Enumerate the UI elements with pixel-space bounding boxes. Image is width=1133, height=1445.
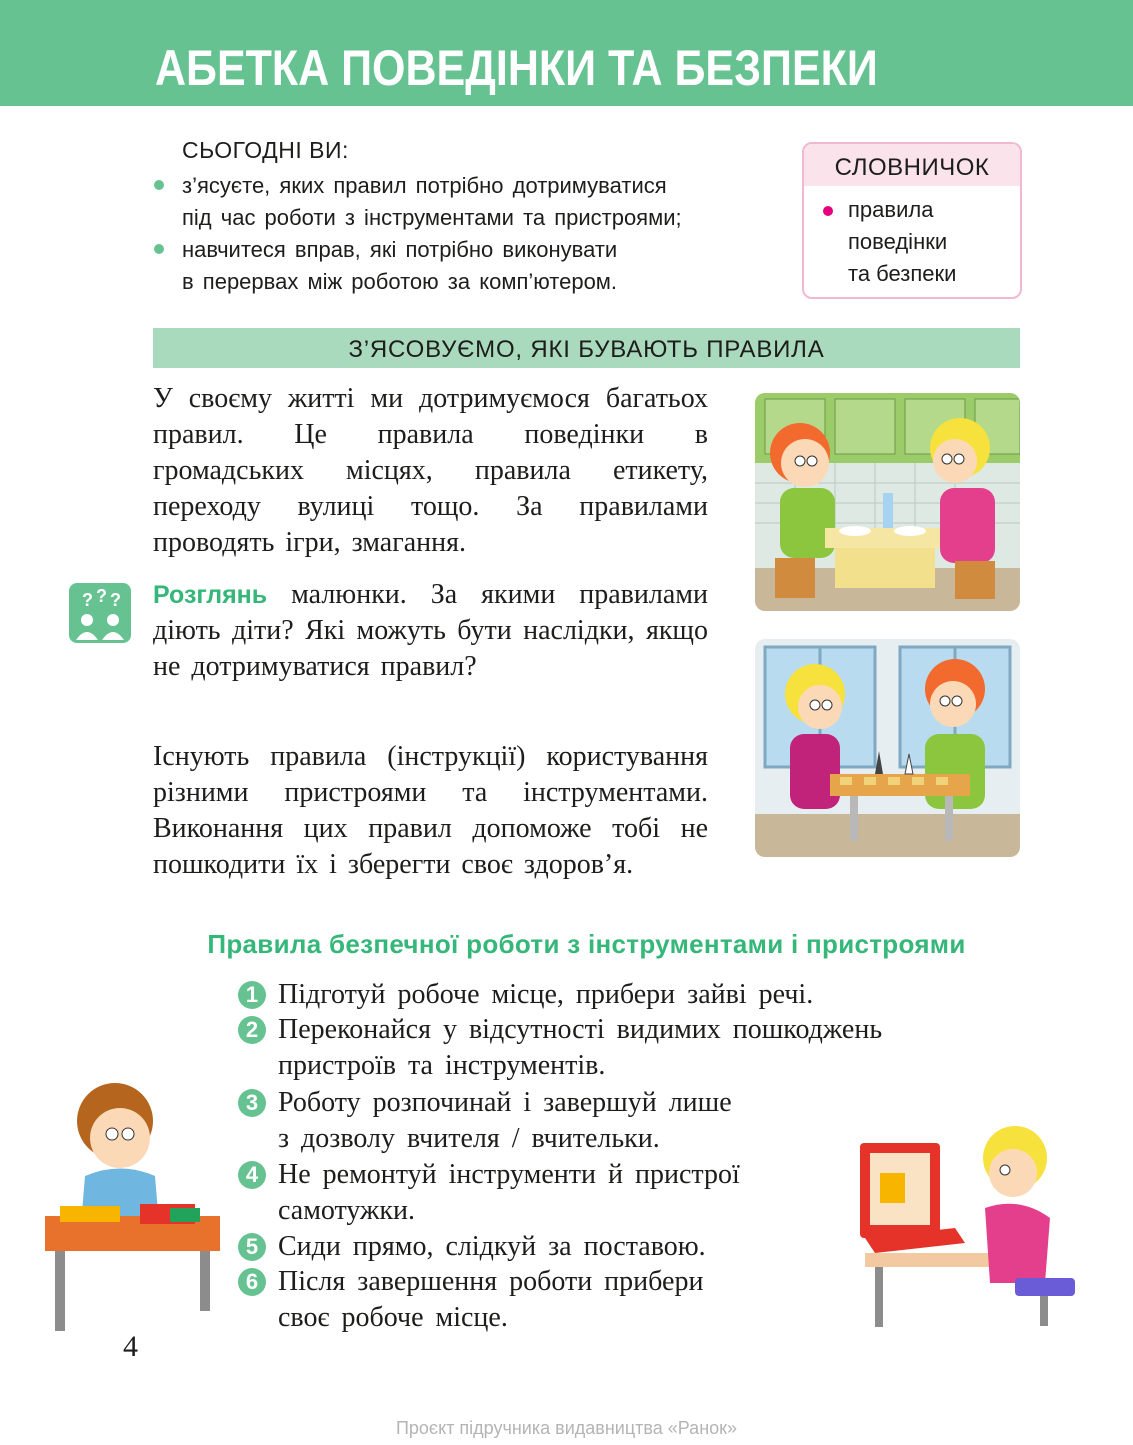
footer-note: Проєкт підручника видавництва «Ранок» bbox=[395, 1418, 738, 1438]
rule-text bbox=[278, 1012, 1018, 1084]
goal-line: з’ясуєте, яких правил потрібно дотримуватися bbox=[182, 173, 667, 198]
rule-line: самотужки. bbox=[278, 1195, 415, 1226]
today-heading: СЬОГОДНІ ВИ: bbox=[182, 137, 349, 163]
dictionary-term-line: правила bbox=[848, 197, 934, 222]
rule-text bbox=[278, 1264, 838, 1336]
rule-text bbox=[278, 977, 1018, 1013]
rule-number-badge: 5 bbox=[238, 1233, 266, 1261]
dictionary-term-line: поведінки bbox=[848, 229, 948, 254]
rule-number-badge: 2 bbox=[238, 1016, 266, 1044]
lead-word: Розглянь bbox=[153, 581, 268, 609]
instructions-paragraph: Існують правила (інструкції) користування різними пристроями та інструментами. Виконання цих правил допоможе тобі не пошкодити їх і зберегти своє здоров’я. bbox=[153, 741, 708, 880]
rule-text bbox=[278, 1157, 838, 1229]
goal-item bbox=[150, 170, 770, 234]
rules-title: Правила безпечної роботи з інструментами і пристроями bbox=[207, 929, 966, 959]
rule-line: пристроїв та інструментів. bbox=[278, 1050, 606, 1081]
page-number: 4 bbox=[123, 1330, 138, 1363]
section-bar bbox=[153, 328, 1020, 368]
intro-paragraph: У своєму житті ми дотримуємося багатьох правил. Це правила поведінки в громадських місцях, правила етикету, переходу вулиці тощо. За правилами проводять ігри, змагання. bbox=[153, 383, 708, 558]
goal-line: в перервах між роботою за комп’ютером. bbox=[182, 269, 618, 294]
illustration-dining bbox=[755, 393, 1020, 611]
rule-line: Сиди прямо, слідкуй за поставою. bbox=[278, 1231, 706, 1262]
illustration-boy-crafting bbox=[40, 1076, 240, 1336]
svg-text:?: ? bbox=[96, 586, 107, 606]
illustration-chess bbox=[755, 639, 1020, 857]
bullet-icon bbox=[154, 180, 164, 190]
bullet-icon bbox=[823, 206, 833, 216]
rule-line: Не ремонтуй інструменти й пристрої bbox=[278, 1159, 740, 1190]
discussion-text: малюнки. За якими правилами діють діти? Які можуть бути наслідки, якщо не дотримуватися правил? bbox=[153, 579, 708, 682]
rule-line: з дозволу вчителя / вчительки. bbox=[278, 1123, 660, 1154]
rule-line: Переконайся у відсутності видимих пошкоджень bbox=[278, 1014, 883, 1045]
goal-line: під час роботи з інструментами та пристроями; bbox=[182, 205, 682, 230]
svg-text:?: ? bbox=[82, 590, 93, 610]
page-title: АБЕТКА ПОВЕДІНКИ ТА БЕЗПЕКИ bbox=[155, 40, 878, 96]
svg-text:?: ? bbox=[110, 590, 121, 610]
rule-number-badge: 3 bbox=[238, 1089, 266, 1117]
goal-line: навчитеся вправ, які потрібно виконувати bbox=[182, 237, 618, 262]
rule-text bbox=[278, 1229, 838, 1265]
dictionary-term bbox=[804, 186, 1020, 290]
rule-line: Роботу розпочинай і завершуй лише bbox=[278, 1087, 732, 1118]
discussion-question-icon bbox=[68, 582, 132, 644]
rule-line: Після завершення роботи прибери bbox=[278, 1266, 704, 1297]
rule-number-badge: 1 bbox=[238, 981, 266, 1009]
dictionary-heading: СЛОВНИЧОК bbox=[804, 144, 1020, 186]
rule-number-badge: 4 bbox=[238, 1161, 266, 1189]
illustration-girl-computer bbox=[855, 1118, 1095, 1338]
rule-line: своє робоче місце. bbox=[278, 1302, 508, 1333]
goals-list bbox=[150, 170, 770, 298]
section-title: З’ЯСОВУЄМО, ЯКІ БУВАЮТЬ ПРАВИЛА bbox=[348, 336, 825, 363]
rule-text bbox=[278, 1085, 838, 1157]
discussion-paragraph bbox=[153, 577, 708, 685]
rule-number-badge: 6 bbox=[238, 1268, 266, 1296]
dictionary-box bbox=[802, 142, 1022, 299]
goal-item bbox=[150, 234, 770, 298]
dictionary-term-line: та безпеки bbox=[848, 261, 957, 286]
rule-line: Підготуй робоче місце, прибери зайві речі. bbox=[278, 979, 814, 1010]
bullet-icon bbox=[154, 244, 164, 254]
